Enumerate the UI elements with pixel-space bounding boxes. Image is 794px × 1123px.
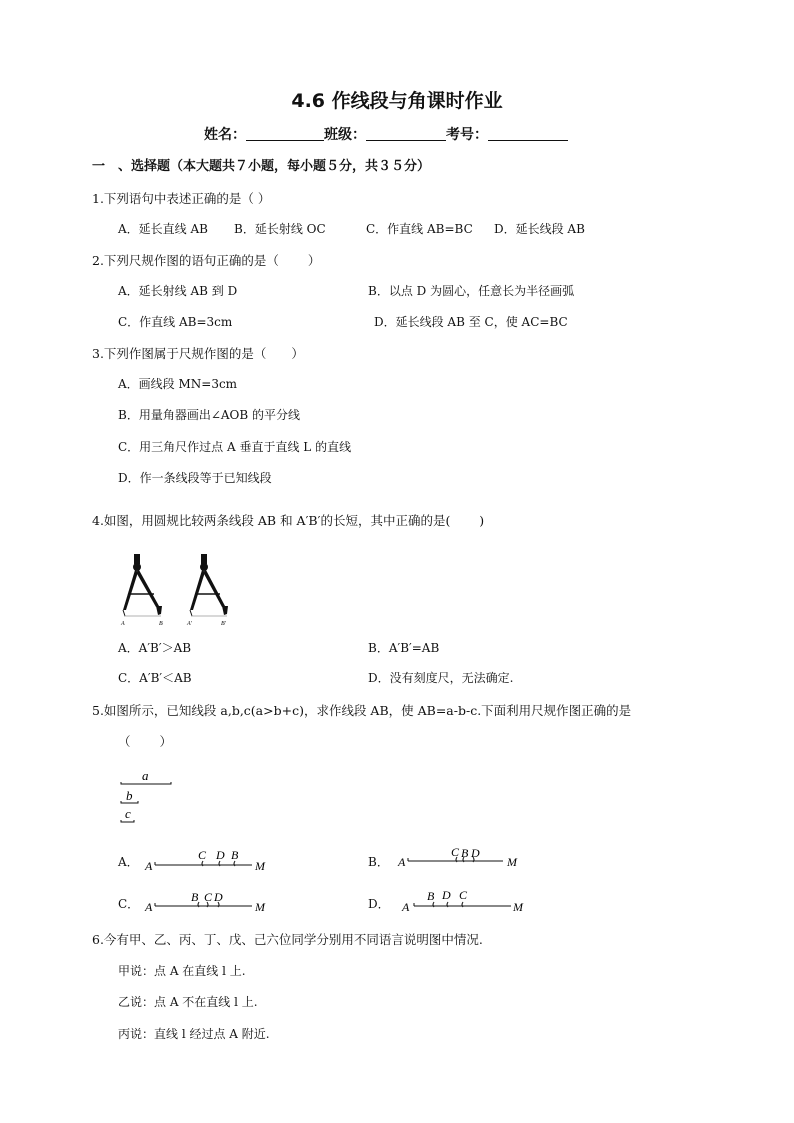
label-b: B [461, 846, 469, 860]
q5-option-a: A． [118, 855, 139, 869]
label-d: D [214, 890, 223, 904]
label-a: A [145, 900, 153, 914]
q5-option-b: B． [368, 855, 389, 869]
class-label: 班级： [324, 127, 366, 143]
student-info-row [204, 124, 568, 144]
q1-option-b: B．延长射线 OC [234, 222, 326, 236]
q2-option-c: C．作直线 AB=3cm [118, 315, 233, 329]
q2-option-b: B．以点 D 为圆心，任意长为半径画弧 [368, 284, 575, 298]
label-a-prime: A' [187, 621, 192, 627]
compass-left [123, 554, 162, 616]
q1-option-d: D．延长线段 AB [494, 222, 585, 236]
q6-statement-2: 乙说：点 A 不在直线 l 上. [118, 995, 258, 1009]
question-3-stem: 3.下列作图属于尺规作图的是（ ） [92, 346, 304, 361]
q4-option-a: A．A′B′＞AB [118, 641, 192, 655]
segment-b-label: b [126, 788, 133, 803]
label-b-prime: B' [221, 621, 226, 627]
question-5-stem-cont: （ ） [118, 734, 172, 749]
q5-figure-d [401, 887, 531, 917]
name-blank[interactable] [246, 126, 324, 141]
q3-option-b: B．用量角器画出∠AOB 的平分线 [118, 408, 301, 422]
q1-option-c: C．作直线 AB=BC [366, 222, 473, 236]
question-6-stem: 6.今有甲、乙、丙、丁、戊、己六位同学分别用不同语言说明图中情况. [92, 932, 483, 947]
q5-figure-b [397, 842, 527, 872]
question-2-stem: 2.下列尺规作图的语句正确的是（ ） [92, 253, 321, 268]
label-d: D [216, 848, 225, 862]
label-b: B [159, 621, 163, 627]
q3-option-d: D．作一条线段等于已知线段 [118, 471, 272, 485]
label-m: M [255, 859, 265, 873]
label-b: B [231, 848, 239, 862]
class-blank[interactable] [366, 126, 446, 141]
compass-right [190, 554, 228, 616]
question-4-stem: 4.如图，用圆规比较两条线段 AB 和 A′B′的长短，其中正确的是( ) [92, 513, 485, 528]
label-c: C [198, 848, 207, 862]
q4-option-c: C．A′B′＜AB [118, 671, 192, 685]
label-a: A [121, 621, 125, 627]
q4-option-b: B．A′B′=AB [368, 641, 440, 655]
question-1-stem: 1.下列语句中表述正确的是（ ） [92, 191, 271, 206]
label-b: B [191, 890, 199, 904]
label-a: A [398, 855, 406, 869]
q4-option-d: D．没有刻度尺，无法确定. [368, 671, 514, 685]
label-c: C [459, 888, 468, 902]
exam-number-blank[interactable] [488, 126, 568, 141]
q1-option-a: A．延长直线 AB [118, 222, 208, 236]
label-m: M [507, 855, 517, 869]
q2-option-a: A．延长射线 AB 到 D [118, 284, 238, 298]
q3-option-a: A．画线段 MN=3cm [118, 377, 238, 391]
label-a: A [145, 859, 153, 873]
label-d: D [471, 846, 480, 860]
q3-option-c: C．用三角尺作过点 A 垂直于直线 L 的直线 [118, 440, 352, 454]
label-m: M [255, 900, 265, 914]
given-segments-figure [116, 766, 186, 826]
label-m: M [513, 900, 523, 914]
q5-figure-a [144, 846, 274, 876]
label-a: A [402, 900, 410, 914]
label-c: C [451, 845, 460, 859]
compass-figure [115, 552, 245, 632]
section-heading: 一 、选择题（本大题共７小题，每小题５分，共３５分） [92, 159, 431, 174]
label-b: B [427, 889, 435, 903]
segment-a-label: a [142, 768, 149, 783]
label-d: D [442, 888, 451, 902]
exam-label: 考号： [446, 127, 488, 143]
q5-figure-c [144, 887, 274, 917]
q6-statement-3: 丙说：直线 l 经过点 A 附近. [118, 1027, 270, 1041]
q6-statement-1: 甲说：点 A 在直线 l 上. [118, 964, 246, 978]
q2-option-d: D．延长线段 AB 至 C，使 AC=BC [374, 315, 568, 329]
question-5-stem: 5.如图所示，已知线段 a,b,c(a>b+c)，求作线段 AB，使 AB=a-b-c.下面利用尺规作图正确的是 [92, 703, 632, 718]
label-c: C [204, 890, 213, 904]
name-label: 姓名： [204, 127, 246, 143]
page-title: 4.6 作线段与角课时作业 [291, 90, 503, 112]
q5-option-d: D． [368, 897, 390, 911]
q5-option-c: C． [118, 897, 140, 911]
segment-c-label: c [125, 806, 131, 821]
